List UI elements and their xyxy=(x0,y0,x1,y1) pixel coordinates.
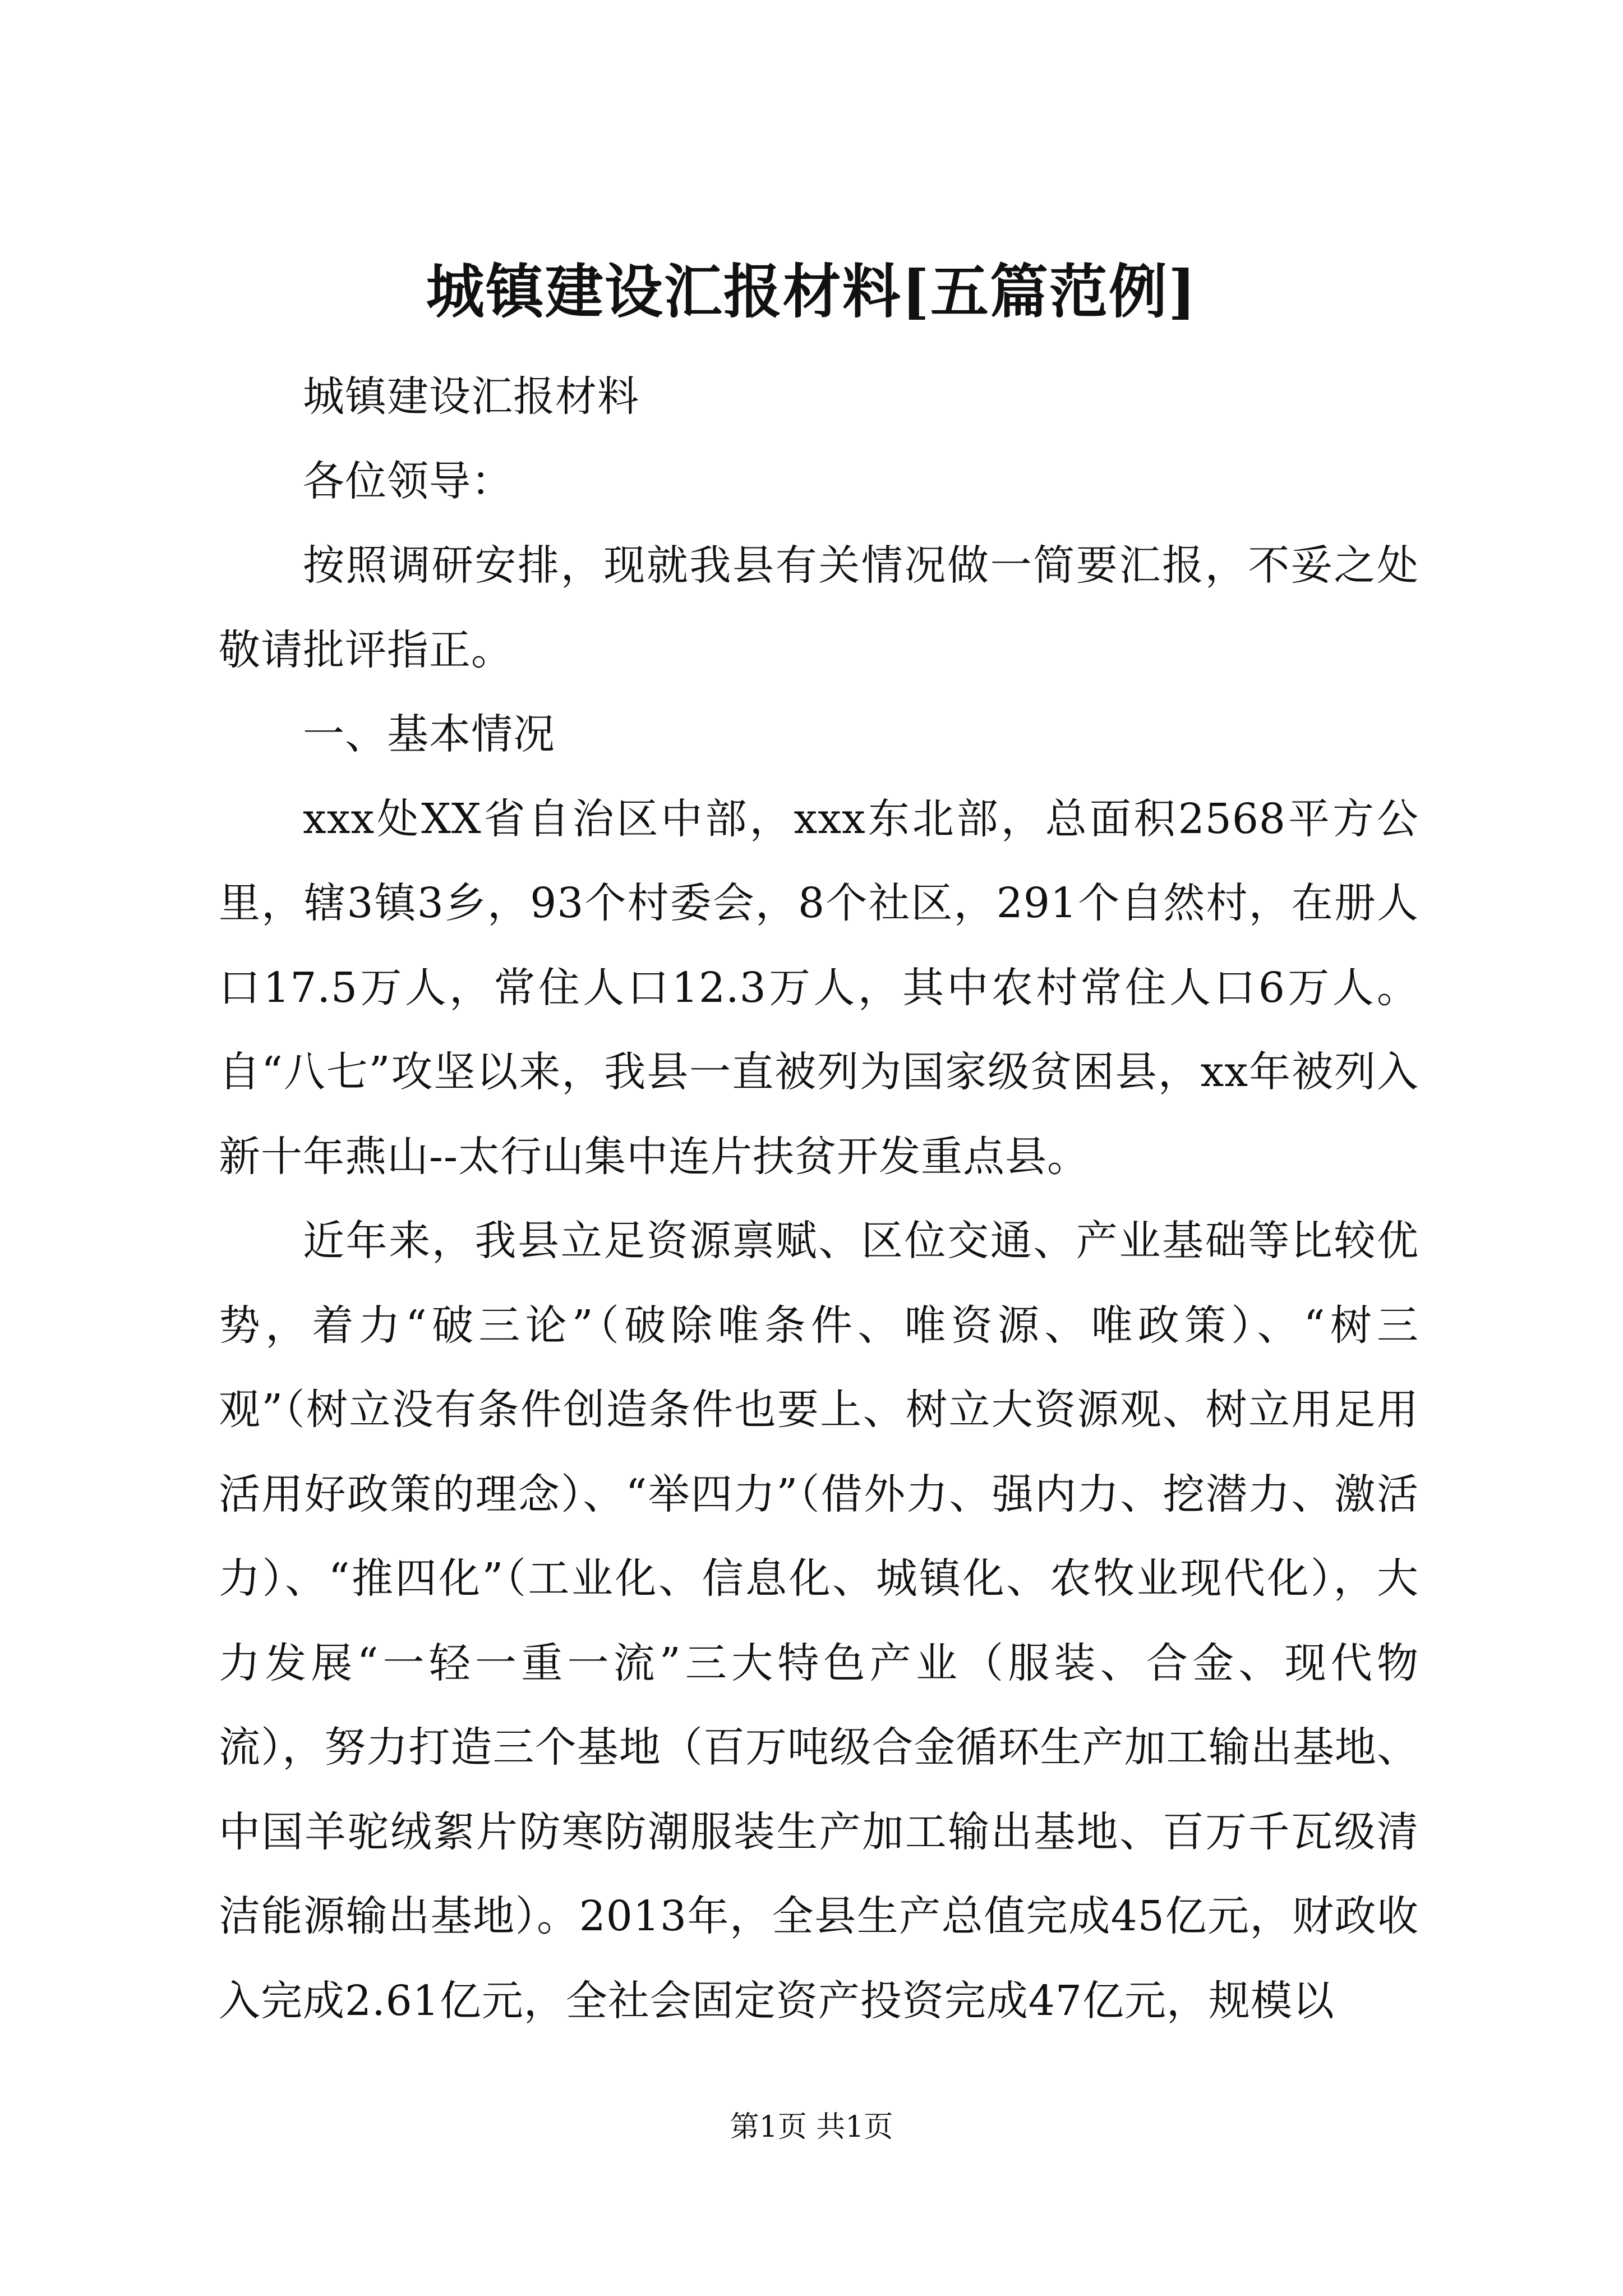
basic-info-paragraph: xxx处XX省自治区中部，xxx东北部，总面积2568平方公里，辖3镇3乡，93个村委会，8个社区，291个自然村，在册人口17.5万人，常住人口12.3万人，其中农村常住人口6万人。自“八七”攻坚以来，我县一直被列为国家级贫困县，xx年被列入新十年燕山--太行山集中连片扶贫开发重点县。 xyxy=(219,794,1419,1181)
development-paragraph: 近年来，我县立足资源禀赋、区位交通、产业基础等比较优势，着力“破三论”（破除唯条件、唯资源、唯政策）、“树三观”（树立没有条件创造条件也要上、树立大资源观、树立用足用活用好政策的理念）、“举四力”（借外力、强内力、挖潜力、激活力）、“推四化”（工业化、信息化、城镇化、农牧业现代化），大力发展“一轻一重一流”三大特色产业（服装、合金、现代物流），努力打造三个基地（百万吨级合金循环生产加工输出基地、中国羊驼绒絮片防寒防潮服装生产加工输出基地、百万千瓦级清洁能源输出基地）。2013年，全县生产总值完成45亿元，财政收入完成2.61亿元，全社会固定资产投资完成47亿元，规模以 xyxy=(219,1217,1419,2025)
intro-paragraph: 按照调研安排，现就我县有关情况做一简要汇报，不妥之处敬请批评指正。 xyxy=(219,541,1419,674)
subtitle-paragraph: 城镇建设汇报材料 xyxy=(303,372,639,421)
salutation-paragraph: 各位领导： xyxy=(303,457,513,505)
section-heading: 一、基本情况 xyxy=(303,710,555,758)
document-title: 城镇建设汇报材料[五篇范例] xyxy=(426,257,1197,326)
page-footer: 第1页 共1页 xyxy=(730,2110,893,2144)
document-body xyxy=(219,355,1419,2043)
